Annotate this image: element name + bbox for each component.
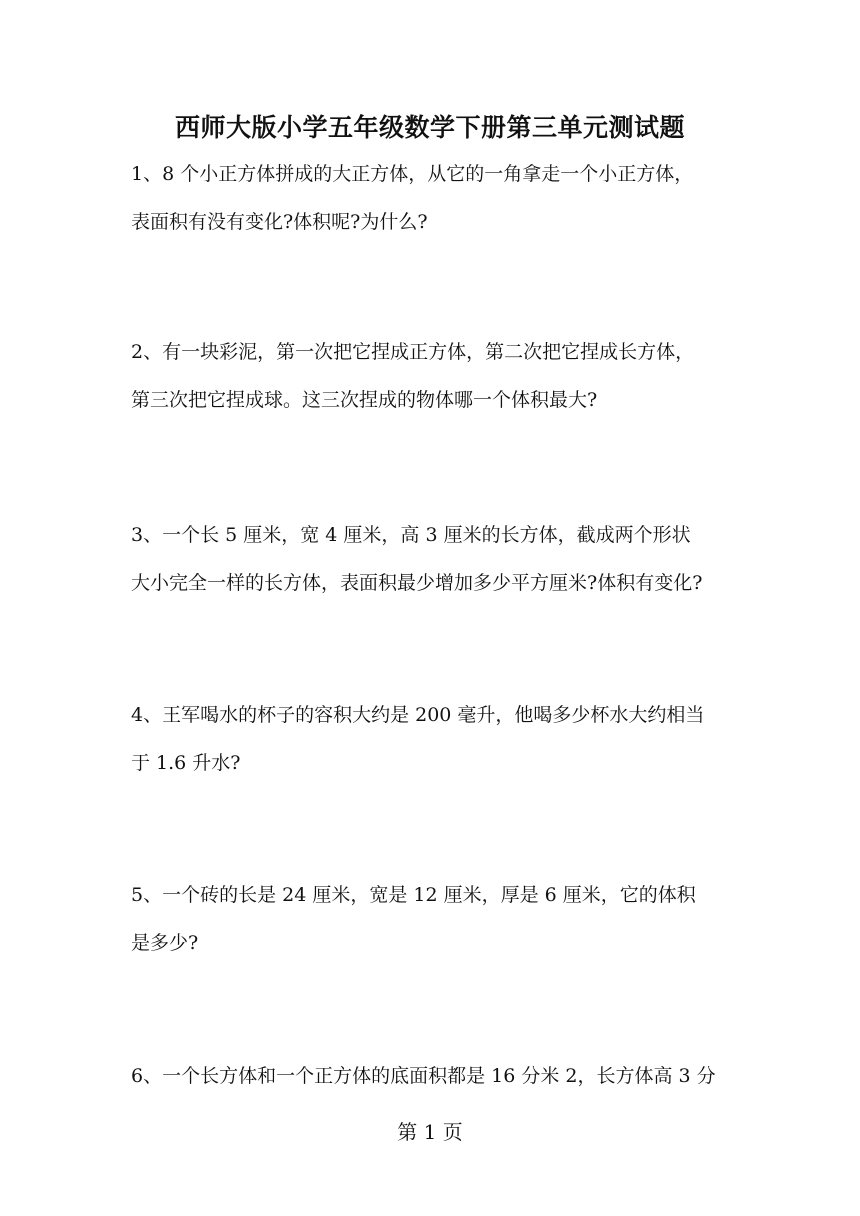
question-line: 2、有一块彩泥，第一次把它捏成正方体，第二次把它捏成长方体， (131, 341, 695, 363)
document-title: 西师大版小学五年级数学下册第三单元测试题 (174, 113, 685, 142)
question-line: 于 1.6 升水? (131, 752, 241, 774)
question-line: 1、8 个小正方体拼成的大正方体，从它的一角拿走一个小正方体， (131, 163, 694, 185)
question-5 (131, 871, 741, 967)
question-line: 大小完全一样的长方体，表面积最少增加多少平方厘米?体积有变化? (131, 572, 703, 594)
question-2 (131, 328, 741, 424)
question-line: 6、一个长方体和一个正方体的底面积都是 16 分米 2，长方体高 3 分 (131, 1065, 716, 1087)
question-line: 3、一个长 5 厘米，宽 4 厘米，高 3 厘米的长方体，截成两个形状 (131, 524, 691, 546)
question-1 (131, 150, 741, 246)
question-line: 是多少? (131, 932, 199, 954)
question-line: 4、王军喝水的杯子的容积大约是 200 毫升，他喝多少杯水大约相当 (131, 704, 705, 726)
question-3 (131, 511, 741, 607)
page-number: 第 1 页 (397, 1120, 463, 1144)
question-6 (131, 1052, 741, 1100)
question-line: 表面积有没有变化?体积呢?为什么? (131, 211, 428, 233)
question-4 (131, 691, 741, 787)
question-line: 5、一个砖的长是 24 厘米，宽是 12 厘米，厚是 6 厘米，它的体积 (131, 884, 696, 906)
question-line: 第三次把它捏成球。这三次捏成的物体哪一个体积最大? (131, 389, 598, 411)
